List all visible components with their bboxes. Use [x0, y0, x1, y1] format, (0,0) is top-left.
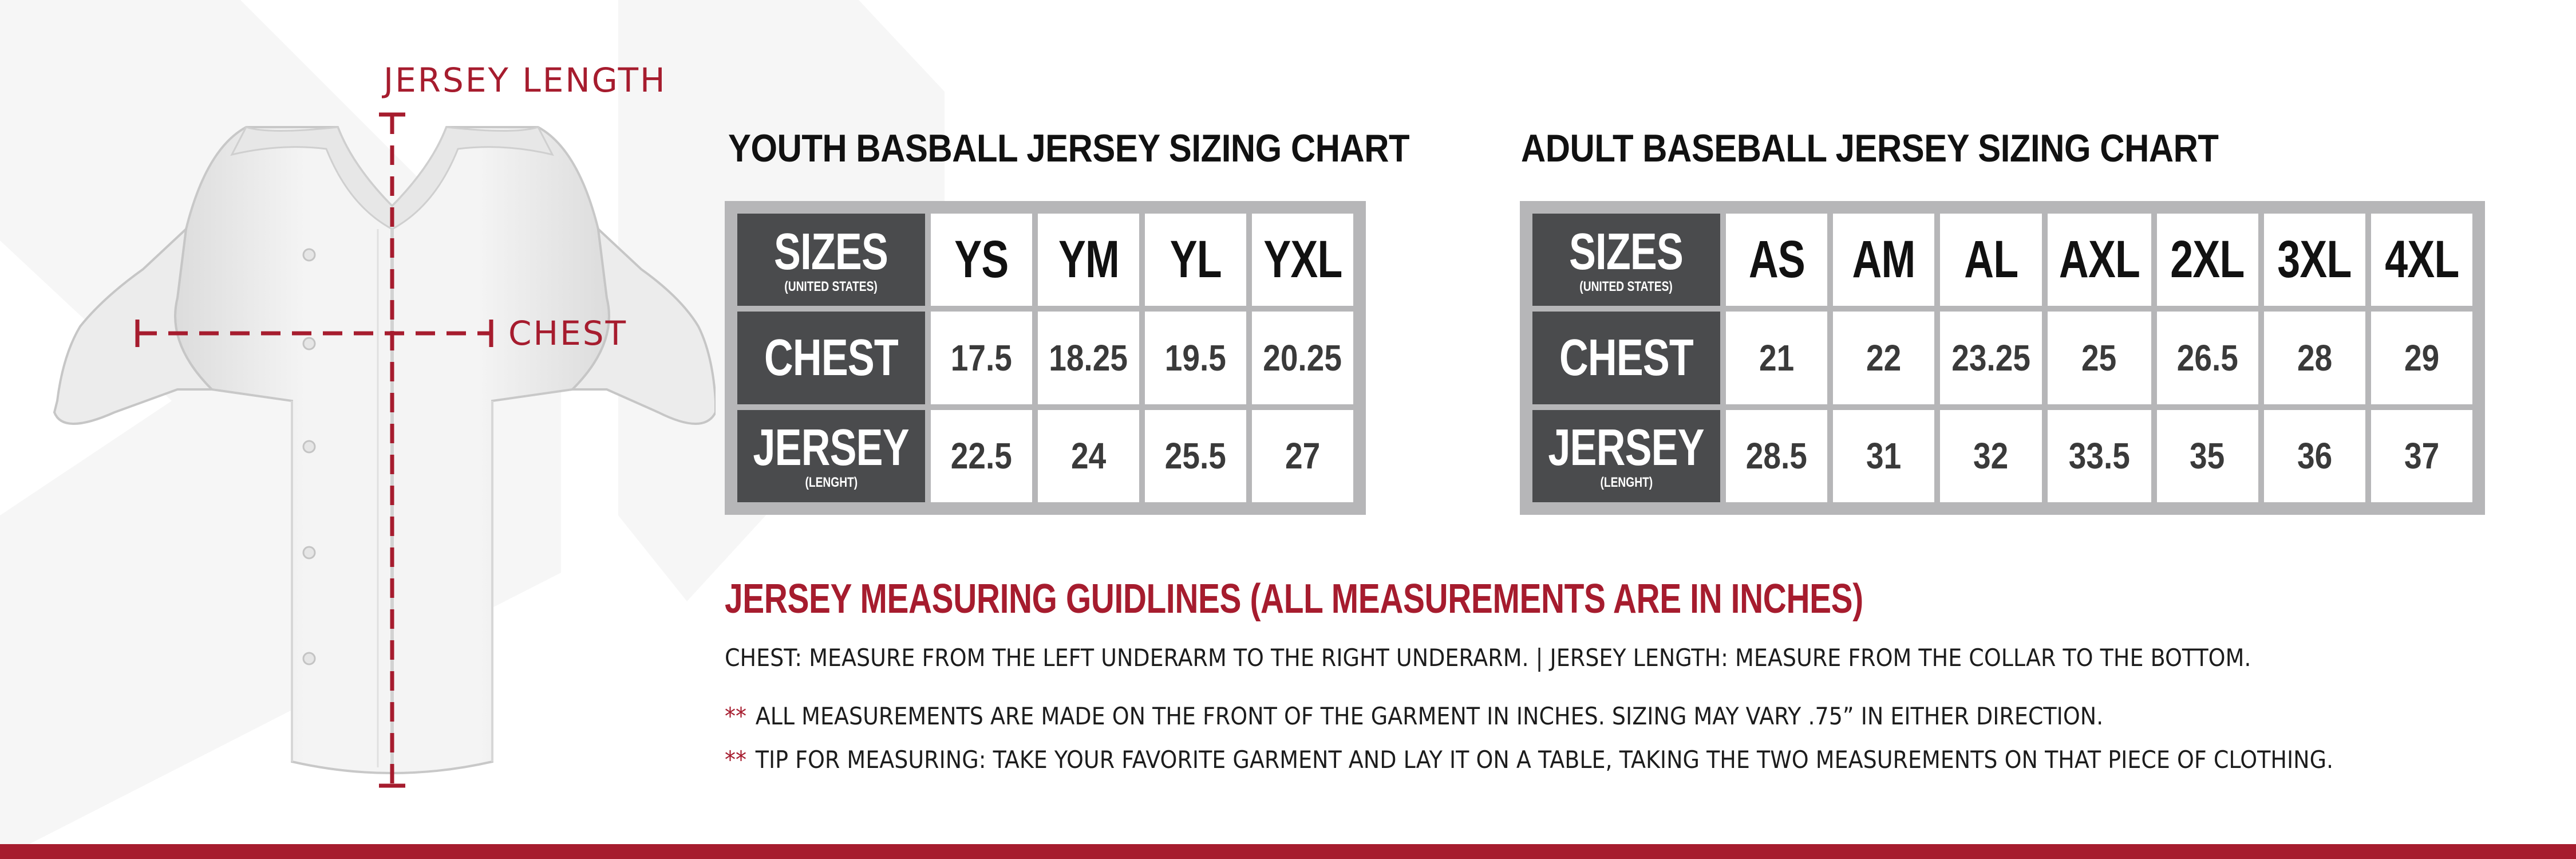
length-value-cell — [1833, 410, 1934, 502]
youth-chart-title: YOUTH BASBALL JERSEY SIZING CHART — [728, 127, 1410, 170]
chest-value-cell — [1940, 312, 2041, 404]
chest-row-header — [1532, 312, 1720, 404]
size-label: AXL — [2059, 230, 2140, 289]
sizes-header-sublabel: (UNITED STATES) — [1579, 278, 1673, 294]
length-value: 31 — [1866, 435, 1902, 477]
note-marker: ** — [725, 746, 747, 774]
chest-value-cell — [1252, 312, 1353, 404]
length-value-cell — [2048, 410, 2151, 502]
chest-value: 18.25 — [1049, 337, 1128, 379]
chest-value: 22 — [1866, 337, 1902, 379]
sizes-header-sublabel: (UNITED STATES) — [784, 278, 878, 294]
chest-value-cell — [2264, 312, 2365, 404]
adult-size-table — [1520, 201, 2485, 515]
chest-value: 23.25 — [1951, 337, 2030, 379]
length-value: 28.5 — [1746, 435, 1808, 477]
size-label: AM — [1852, 230, 1915, 289]
length-value-cell — [2264, 410, 2365, 502]
length-value-cell — [1038, 410, 1139, 502]
tip-text: TIP FOR MEASURING: TAKE YOUR FAVORITE GARMENT AND LAY IT ON A TABLE, TAKING THE TWO MEASUREMENTS ON THAT PIECE OF CLOTHING. — [755, 746, 2334, 774]
chest-value-cell — [1726, 312, 1827, 404]
chest-value-cell — [931, 312, 1032, 404]
size-label: YS — [954, 230, 1009, 289]
chest-value-cell — [1145, 312, 1246, 404]
youth-size-table — [725, 201, 1366, 515]
size-label: YXL — [1263, 230, 1342, 289]
length-value: 32 — [1973, 435, 2009, 477]
size-column-header — [1038, 214, 1139, 306]
size-column-header — [2048, 214, 2151, 306]
length-value: 25.5 — [1164, 435, 1227, 477]
sizes-header-cell — [1532, 214, 1720, 306]
size-column-header — [1833, 214, 1934, 306]
guidelines-instructions: CHEST: MEASURE FROM THE LEFT UNDERARM TO THE RIGHT UNDERARM. | JERSEY LENGTH: MEASURE FROM THE COLLAR TO THE BOTTOM. — [725, 644, 2251, 672]
chest-value-cell — [2371, 312, 2472, 404]
chest-value: 29 — [2404, 337, 2440, 379]
sizes-header-label: SIZES — [1569, 223, 1684, 281]
size-label: 3XL — [2277, 230, 2352, 289]
guidelines-tip — [725, 746, 2333, 774]
chest-value: 19.5 — [1164, 337, 1227, 379]
size-label: AL — [1963, 230, 2018, 289]
chest-row-label: CHEST — [764, 329, 899, 387]
length-value-cell — [931, 410, 1032, 502]
note-text: ALL MEASUREMENTS ARE MADE ON THE FRONT OF THE GARMENT IN INCHES. SIZING MAY VARY .75” IN EITHER DIRECTION. — [755, 702, 2104, 730]
length-row-label: JERSEY — [1548, 419, 1705, 477]
size-column-header — [2371, 214, 2472, 306]
youth-size-grid — [737, 214, 1353, 502]
bottom-accent-bar — [0, 844, 2576, 859]
chest-value-cell — [2157, 312, 2258, 404]
chest-value: 21 — [1759, 337, 1795, 379]
size-label: YM — [1058, 230, 1119, 289]
chest-value: 20.25 — [1263, 337, 1342, 379]
length-row-header — [737, 410, 925, 502]
length-value-cell — [1940, 410, 2041, 502]
length-row-sublabel: (LENGHT) — [1600, 475, 1653, 491]
length-value: 22.5 — [950, 435, 1013, 477]
adult-chart-title: ADULT BASEBALL JERSEY SIZING CHART — [1521, 127, 2219, 170]
chest-value-cell — [1038, 312, 1139, 404]
length-row-sublabel: (LENGHT) — [805, 475, 858, 491]
length-value: 24 — [1070, 435, 1107, 477]
length-value: 35 — [2190, 435, 2225, 477]
note-marker: ** — [725, 702, 747, 730]
jersey-length-label: JERSEY LENGTH — [384, 61, 667, 100]
length-value-cell — [2157, 410, 2258, 502]
length-value: 37 — [2404, 435, 2440, 477]
length-value: 36 — [2297, 435, 2332, 477]
chest-value-cell — [1833, 312, 1934, 404]
length-row-label: JERSEY — [753, 419, 910, 477]
length-row-header — [1532, 410, 1720, 502]
size-column-header — [1252, 214, 1353, 306]
size-label: 4XL — [2384, 230, 2459, 289]
size-label: YL — [1170, 230, 1222, 289]
size-column-header — [2264, 214, 2365, 306]
guidelines-note — [725, 702, 2103, 730]
chest-value: 25 — [2081, 337, 2117, 379]
chest-label: CHEST — [508, 314, 628, 353]
chest-value: 28 — [2297, 337, 2332, 379]
sizes-header-label: SIZES — [774, 223, 888, 281]
chest-value: 26.5 — [2176, 337, 2238, 379]
jersey-body — [60, 127, 609, 773]
chest-row-header — [737, 312, 925, 404]
chest-value-cell — [2048, 312, 2151, 404]
length-value: 33.5 — [2068, 435, 2130, 477]
adult-size-grid — [1532, 214, 2472, 502]
guidelines-title: JERSEY MEASURING GUIDLINES (ALL MEASUREMENTS ARE IN INCHES) — [725, 576, 1863, 622]
length-value-cell — [1145, 410, 1246, 502]
size-label: 2XL — [2170, 230, 2245, 289]
jersey-illustration — [0, 0, 716, 859]
length-value-cell — [1726, 410, 1827, 502]
length-value: 27 — [1285, 435, 1321, 477]
length-value-cell — [1252, 410, 1353, 502]
length-value-cell — [2371, 410, 2472, 502]
chest-row-label: CHEST — [1559, 329, 1694, 387]
size-column-header — [1145, 214, 1246, 306]
size-label: AS — [1748, 230, 1805, 289]
size-column-header — [2157, 214, 2258, 306]
sizes-header-cell — [737, 214, 925, 306]
chest-value: 17.5 — [950, 337, 1013, 379]
size-column-header — [1940, 214, 2041, 306]
size-column-header — [931, 214, 1032, 306]
size-column-header — [1726, 214, 1827, 306]
